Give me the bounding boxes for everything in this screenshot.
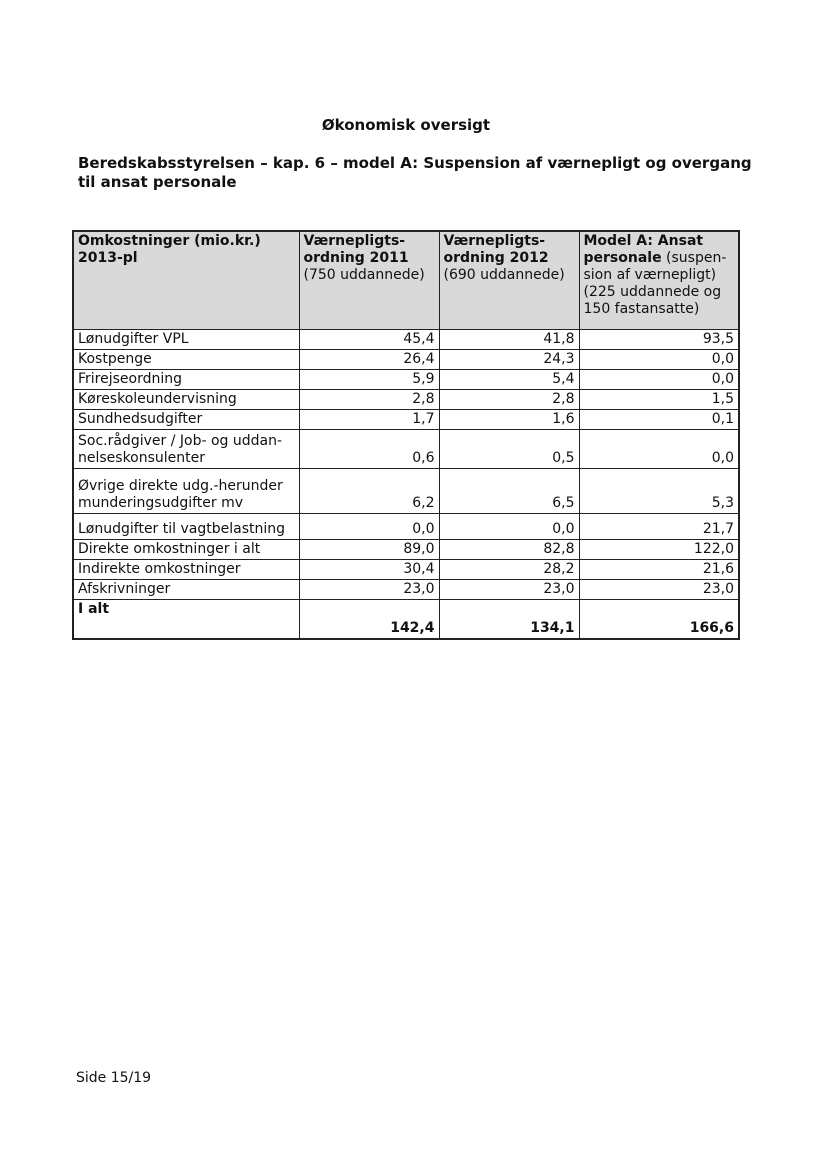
table-row [73, 329, 739, 349]
cell-2012: 2,8 [439, 389, 579, 409]
row-label: Øvrige direkte udg.-herunder munderingsudgifter mv [73, 468, 299, 513]
page-number: Side 15/19 [76, 1070, 152, 1086]
cell-model-a: 21,7 [579, 513, 739, 539]
row-label: Lønudgifter VPL [73, 329, 299, 349]
cell-model-a: 0,0 [579, 349, 739, 369]
cell-2011: 26,4 [299, 349, 439, 369]
table-row [73, 369, 739, 389]
cell-2011: 6,2 [299, 468, 439, 513]
cell-model-a: 21,6 [579, 559, 739, 579]
cell-2012: 0,0 [439, 513, 579, 539]
cell-model-a: 122,0 [579, 539, 739, 559]
table-header-row [73, 231, 739, 329]
cell-2011: 30,4 [299, 559, 439, 579]
table-row [73, 409, 739, 429]
header-2011-sub: (750 uddannede) [303, 267, 425, 283]
cell-model-a: 1,5 [579, 389, 739, 409]
page-title: Økonomisk oversigt [321, 116, 491, 134]
total-model-a: 166,6 [579, 599, 739, 639]
header-model-a [579, 231, 739, 329]
header-model-a-bold: Model A: Ansat personale [583, 233, 704, 266]
page-subtitle: Beredskabsstyrelsen – kap. 6 – model A: Suspension af værnepligt og overgang til ansat personale [78, 154, 752, 191]
header-cost-category-bold: Omkostninger (mio.kr.) 2013-pl [78, 233, 261, 266]
cell-2012: 6,5 [439, 468, 579, 513]
row-label: Sundhedsudgifter [73, 409, 299, 429]
cell-2012: 1,6 [439, 409, 579, 429]
table-row [73, 513, 739, 539]
header-2012-sub: (690 uddannede) [443, 267, 565, 283]
cell-2011: 45,4 [299, 329, 439, 349]
table-row [73, 349, 739, 369]
cell-2012: 5,4 [439, 369, 579, 389]
total-2012: 134,1 [439, 599, 579, 639]
cell-model-a: 0,1 [579, 409, 739, 429]
header-model-a-sub: (suspen-sion af værnepligt) (225 uddannede og 150 fastansatte) [583, 250, 727, 317]
cell-2011: 5,9 [299, 369, 439, 389]
table-row [73, 389, 739, 409]
cost-overview-table [72, 230, 740, 640]
header-cost-category [73, 231, 299, 329]
cell-2011: 89,0 [299, 539, 439, 559]
header-2011 [299, 231, 439, 329]
cell-2011: 0,6 [299, 429, 439, 468]
row-label: Lønudgifter til vagtbelastning [73, 513, 299, 539]
cell-2012: 0,5 [439, 429, 579, 468]
table-row [73, 539, 739, 559]
row-label: Direkte omkostninger i alt [73, 539, 299, 559]
table-row [73, 429, 739, 468]
header-2012-bold: Værnepligts-ordning 2012 [443, 233, 549, 266]
cell-model-a: 5,3 [579, 468, 739, 513]
cell-model-a: 23,0 [579, 579, 739, 599]
row-label: Kostpenge [73, 349, 299, 369]
cell-2011: 0,0 [299, 513, 439, 539]
row-label: Indirekte omkostninger [73, 559, 299, 579]
header-2011-bold: Værnepligts-ordning 2011 [303, 233, 409, 266]
cell-2011: 1,7 [299, 409, 439, 429]
table-row [73, 559, 739, 579]
total-row [73, 599, 739, 639]
cell-2012: 41,8 [439, 329, 579, 349]
cell-model-a: 0,0 [579, 369, 739, 389]
row-label: Afskrivninger [73, 579, 299, 599]
cell-2012: 24,3 [439, 349, 579, 369]
total-2011: 142,4 [299, 599, 439, 639]
table-row [73, 468, 739, 513]
cell-2012: 23,0 [439, 579, 579, 599]
total-label: I alt [73, 599, 299, 639]
cell-2012: 82,8 [439, 539, 579, 559]
cell-model-a: 93,5 [579, 329, 739, 349]
header-2012 [439, 231, 579, 329]
row-label: Soc.rådgiver / Job- og uddan-nelseskonsulenter [73, 429, 299, 468]
cell-2011: 2,8 [299, 389, 439, 409]
cell-model-a: 0,0 [579, 429, 739, 468]
table-row [73, 579, 739, 599]
row-label: Køreskoleundervisning [73, 389, 299, 409]
cell-2012: 28,2 [439, 559, 579, 579]
row-label: Frirejseordning [73, 369, 299, 389]
cell-2011: 23,0 [299, 579, 439, 599]
